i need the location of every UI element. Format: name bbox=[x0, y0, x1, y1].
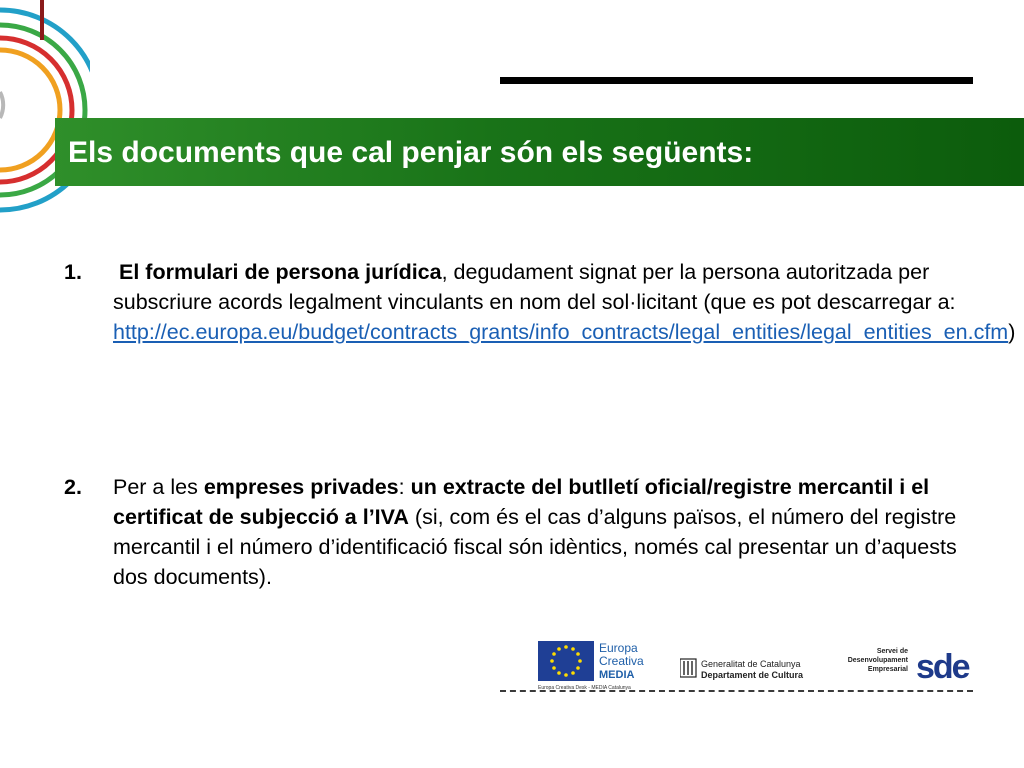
svg-text:Departament de Cultura: Departament de Cultura bbox=[701, 670, 804, 680]
footer-dashed-line bbox=[500, 690, 973, 692]
legal-entities-link[interactable]: http://ec.europa.eu/budget/contracts_grants/info_contracts/legal_entities/legal_entities_en.cfm bbox=[113, 320, 1009, 344]
svg-text:sde: sde bbox=[916, 648, 969, 685]
item-bold-2: un extracte del butlletí oficial/registre mercantil i el certificat de subjecció a l’IVA bbox=[113, 475, 930, 529]
item-number: 1. bbox=[64, 260, 82, 284]
decorative-arcs bbox=[0, 0, 90, 230]
item-text-end: (si, com és el cas d’alguns països, el número del registre mercantil i el número d’identificació fiscal són idèntics, només cal presentar un d’aquests dos documents). bbox=[113, 505, 957, 589]
list-item bbox=[64, 257, 1016, 347]
title-banner bbox=[55, 118, 1024, 186]
sde-logo bbox=[840, 641, 973, 685]
top-rule bbox=[500, 77, 973, 84]
svg-text:Europa: Europa bbox=[599, 641, 638, 655]
svg-text:Creativa: Creativa bbox=[599, 654, 644, 668]
item-text-mid: : bbox=[398, 475, 411, 499]
item-bold-1: empreses privades bbox=[203, 475, 399, 499]
svg-text:Generalitat de Catalunya: Generalitat de Catalunya bbox=[701, 659, 801, 669]
item-text-end: ) bbox=[1008, 320, 1016, 344]
list-item bbox=[64, 472, 964, 592]
gencat-logo bbox=[680, 657, 825, 681]
page-title: Els documents que cal penjar són els següents: bbox=[68, 136, 754, 169]
svg-text:Servei de: Servei de bbox=[876, 648, 908, 655]
svg-text:MEDIA: MEDIA bbox=[599, 669, 635, 681]
svg-text:Europa Creativa Desk - MEDIA C: Europa Creativa Desk - MEDIA Catalunya bbox=[538, 685, 631, 691]
item-bold-lead: El formulari de persona jurídica bbox=[119, 260, 442, 284]
item-body bbox=[113, 257, 1016, 347]
svg-text:Desenvolupament: Desenvolupament bbox=[847, 657, 908, 664]
svg-text:Empresarial: Empresarial bbox=[867, 666, 908, 673]
europa-creativa-logo bbox=[538, 639, 668, 691]
item-text: , degudament signat per la persona autoritzada per subscriure acords legalment vinculants en nom del sol·licitant (que es pot descarregar a: bbox=[113, 260, 956, 314]
item-text-start: Per a les bbox=[113, 475, 204, 499]
item-number: 2. bbox=[64, 475, 82, 499]
item-body bbox=[113, 472, 964, 592]
footer-logos bbox=[500, 635, 973, 695]
